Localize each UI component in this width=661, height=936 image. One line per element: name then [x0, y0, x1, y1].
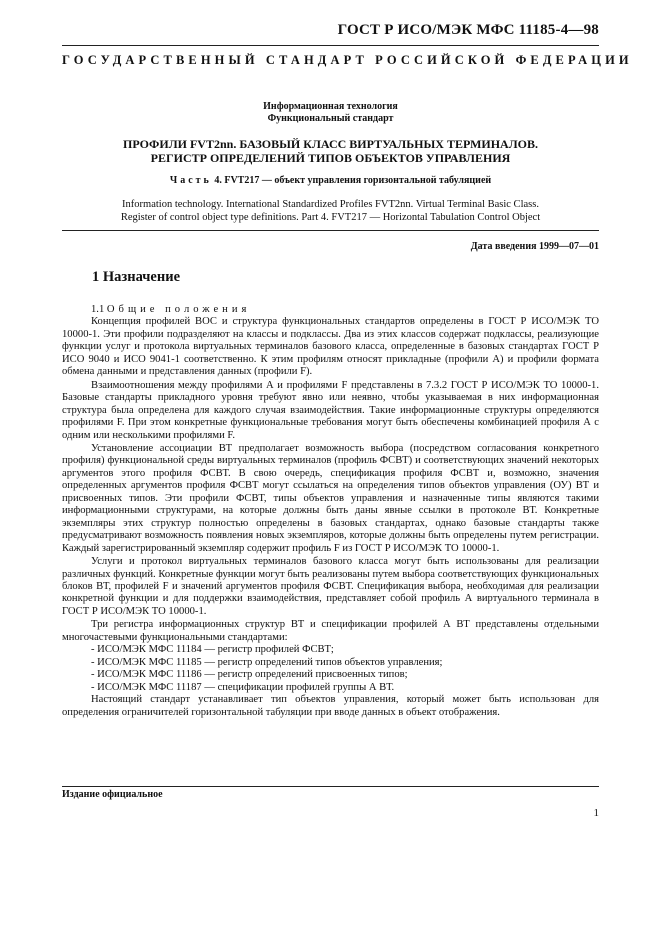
english-title: [62, 198, 599, 224]
paragraph: Установление ассоциации ВТ предполагает возможность выбора (посредством согласования конкретного профиля) функциональной среды виртуальных терминалов (профиль ФСВТ) и соответствующих значений некоторых аргументов этого профиля ФСВТ. В свою очередь, спецификация профиля ФСВТ и, возможно, значения определенных аргументов профиля ФСВТ могут ссылаться на определения типов объектов управления (ОУ) ВТ и присвоенных типов. Эти профили ФСВТ, типы объектов управления и назначенные типы являются такими информационными структурами, на которые должны быть даны явные ссылки в протоколе ВТ. Конкретные экземпляры этих структур полностью определены в базовых стандартах, однако базовые стандарты также предусматривают возможность появления новых экземпляров, которые должны быть определены путем регистрации. Каждый зарегистрированный экземпляр содержит профиль F из ГОСТ Р ИСО/МЭК ТО 10000-1.: [62, 442, 599, 554]
subsection-heading: [62, 304, 599, 316]
document-code: ГОСТ Р ИСО/МЭК МФС 11185-4—98: [337, 22, 599, 38]
subtitle-line-2: Функциональный стандарт: [267, 113, 394, 124]
subsection-number: 1.1: [91, 304, 105, 315]
subsection-title: Общие положения: [106, 304, 251, 315]
introduction-date: Дата введения 1999—07—01: [470, 241, 599, 252]
state-standard-title: ГОСУДАРСТВЕННЫЙ СТАНДАРТ РОССИЙСКОЙ ФЕДЕРАЦИИ: [62, 53, 633, 67]
list-item: - ИСО/МЭК МФС 11186 — регистр определений присвоенных типов;: [91, 669, 408, 681]
title-divider: [62, 230, 599, 231]
closing-paragraph: Настоящий стандарт устанавливает тип объектов управления, который может быть использован для определения ограничителей горизонтальной табуляции при вводе данных в объект отображения.: [62, 694, 599, 718]
page-number: 1: [593, 807, 599, 819]
section-heading: 1 Назначение: [92, 269, 181, 285]
body-text: [62, 304, 599, 719]
list-item: - ИСО/МЭК МФС 11187 — спецификации профилей группы А ВТ.: [91, 681, 395, 693]
main-title: [62, 137, 599, 165]
official-edition-label: Издание официальное: [62, 789, 163, 800]
part-label: Часть: [169, 175, 212, 186]
subtitle-line-1: Информационная технология: [263, 101, 398, 112]
part-title: [62, 175, 599, 186]
main-title-line-2: РЕГИСТР ОПРЕДЕЛЕНИЙ ТИПОВ ОБЪЕКТОВ УПРАВЛЕНИЯ: [150, 151, 511, 165]
list-item: - ИСО/МЭК МФС 11184 — регистр профилей ФСВТ;: [91, 644, 334, 656]
main-title-line-1: ПРОФИЛИ FVT2nn. БАЗОВЫЙ КЛАСС ВИРТУАЛЬНЫХ ТЕРМИНАЛОВ.: [122, 137, 539, 151]
paragraph: Три регистра информационных структур ВТ и спецификации профилей А ВТ представлены отдельными многочастевыми функциональными стандартами:: [62, 619, 599, 643]
paragraph: Концепция профилей ВОС и структура функциональных стандартов определены в ГОСТ Р ИСО/МЭК ТО 10000-1. Эти профили подразделяют на классы и подклассы. Два из этих классов содержат подклассы, реализующие функции услуг и протокола виртуальных терминалов базового класса, определенные в базовых стандартах ГОСТ Р ИСО 9040 и ИСО 9041-1 соответственно. К этим профилям относят прикладные (профили А) и профили формата обмена данными и представления данных (профили F).: [62, 316, 599, 378]
english-title-line-2: Register of control object type definitions. Part 4. FVT217 — Horizontal Tabulation Control Object: [120, 212, 541, 223]
footer-divider: [62, 786, 599, 787]
paragraph: Услуги и протокол виртуальных терминалов базового класса могут быть использованы для реализации различных функций. Конкретные функции могут быть реализованы путем выбора соответствующих функциональных блоков ВТ, профилей F и значений аргументов профиля ФСВТ. Спецификация выбора, необходимая для реализации конкретной функции и для поддержки взаимодействия, представляет собой профиль А виртуального терминала в ГОСТ Р ИСО/МЭК ТО 10000-1.: [62, 556, 599, 617]
header-divider: [62, 45, 599, 46]
paragraph: Взаимоотношения между профилями А и профилями F представлены в 7.3.2 ГОСТ Р ИСО/МЭК ТО 10000-1. Базовые стандарты прикладного уровня требуют явно или неявно, чтобы указываемая в них информационная структура была определена для каждого случая взаимодействия. Такие информационные структуры определяются профилями F. При этом конкретные функциональные требования могут быть обеспечены комбинацией профиля А с одним или несколькими профилями F.: [62, 379, 599, 441]
list-item: - ИСО/МЭК МФС 11185 — регистр определений типов объектов управления;: [91, 656, 443, 668]
part-text: 4. FVT217 — объект управления горизонтальной табуляцией: [214, 175, 492, 186]
subtitle-block: [62, 101, 599, 125]
english-title-line-1: Information technology. International Standardized Profiles FVT2nn. Virtual Terminal Basic Class.: [122, 199, 539, 210]
